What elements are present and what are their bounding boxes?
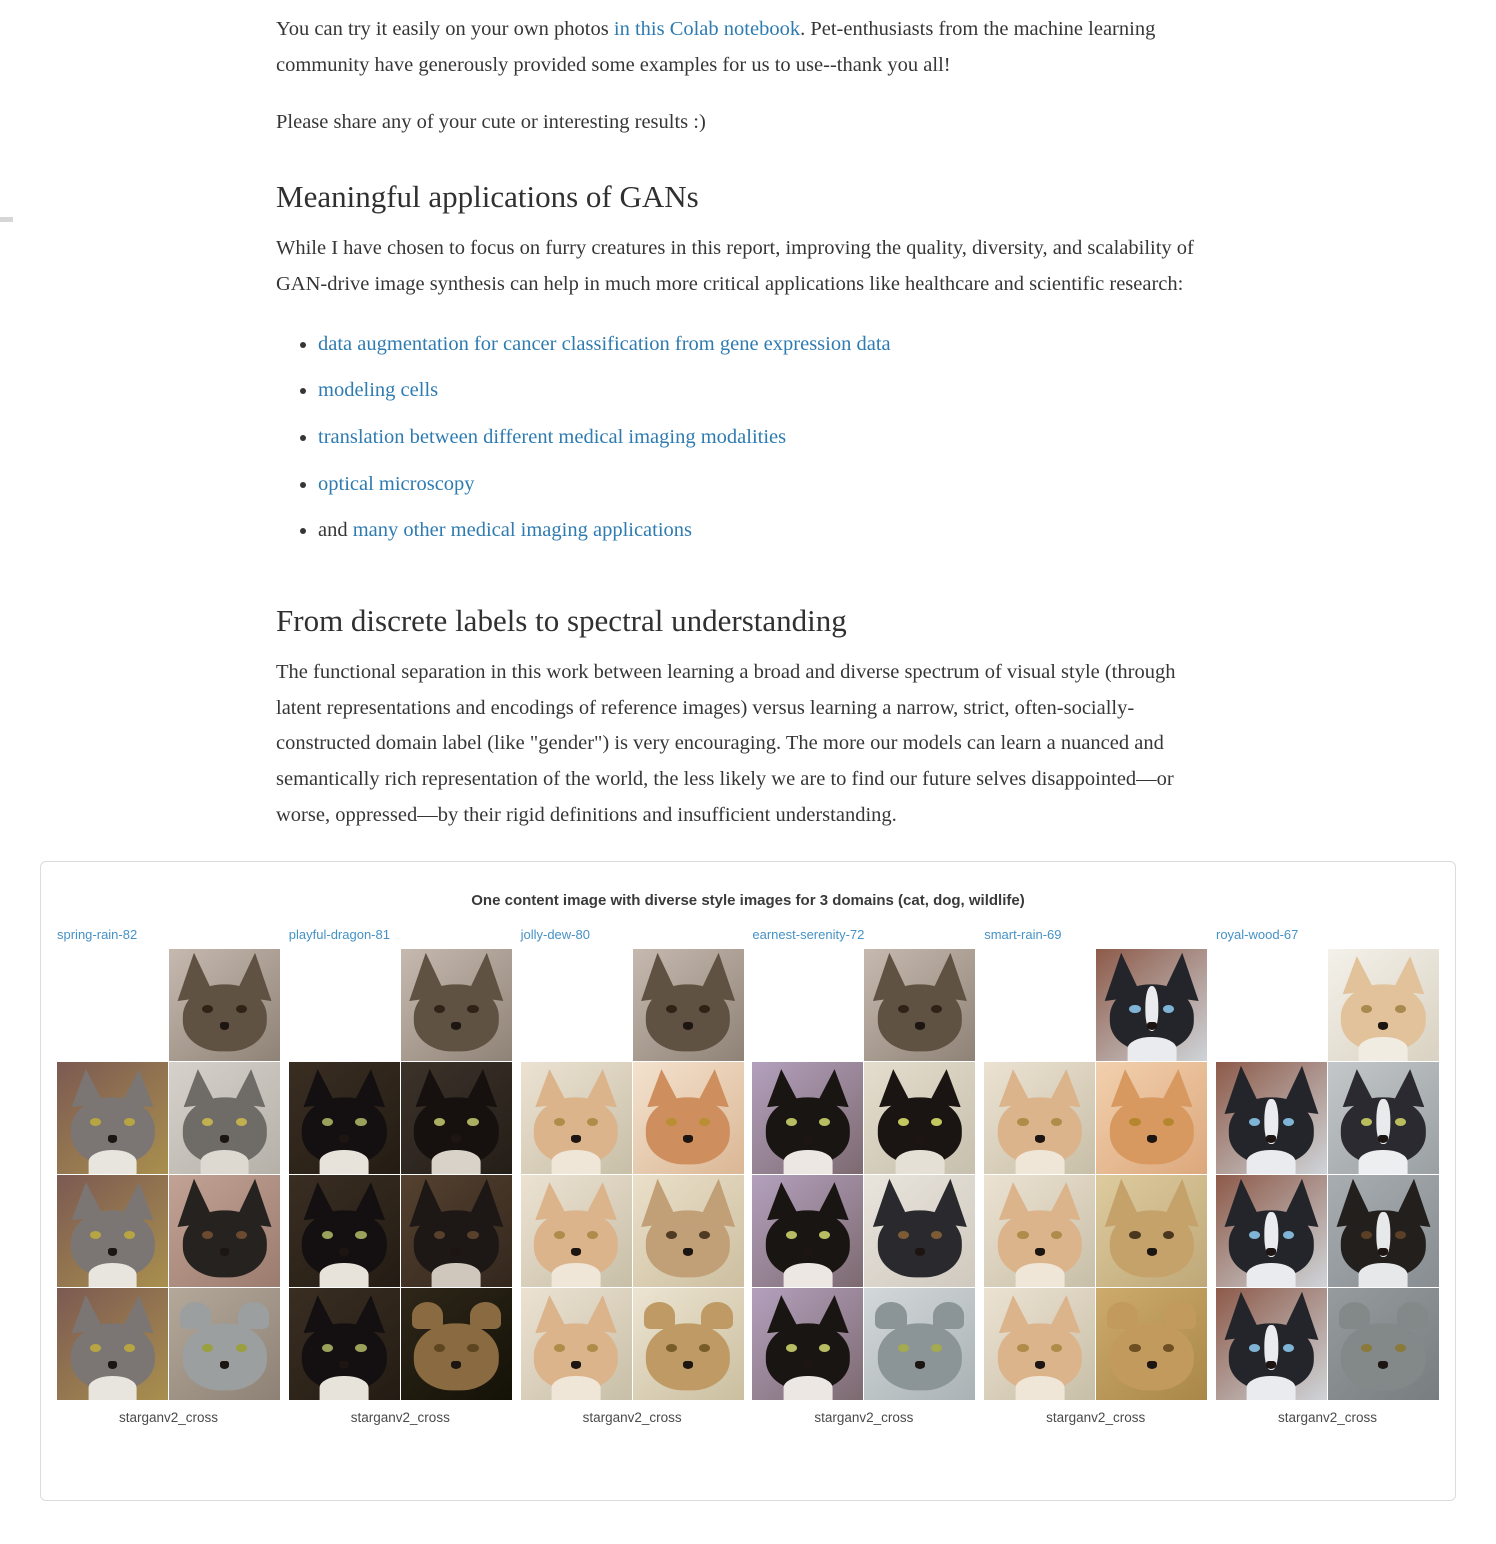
style-gray-cat-image[interactable]: [57, 1062, 168, 1174]
style-gray-cat-image[interactable]: [57, 1288, 168, 1400]
style-tuxedo-cat-image[interactable]: [289, 1288, 400, 1400]
image-grid: [521, 949, 744, 1400]
grid-caption: starganv2_cross: [350, 1410, 450, 1426]
image-grid: [57, 949, 280, 1400]
content-brown-chihuahua-image[interactable]: [169, 949, 280, 1061]
applications-list-item: [318, 373, 1222, 409]
empty-cell: [521, 949, 632, 1061]
run-name-link[interactable]: royal-wood-67: [1215, 927, 1299, 943]
result-orange-cat-image[interactable]: [633, 1062, 744, 1174]
style-husky-dog-image[interactable]: [1216, 1175, 1327, 1287]
style-cream-cat-image[interactable]: [984, 1288, 1095, 1400]
media-grids-row: [57, 927, 1439, 1425]
list-item-link[interactable]: many other medical imaging applications: [352, 519, 693, 542]
media-grid-smart-rain-69: [984, 927, 1207, 1425]
result-lion-image[interactable]: [401, 1288, 512, 1400]
media-grid-earnest-serenity-72: [752, 927, 975, 1425]
style-tuxedo-cat-image[interactable]: [289, 1062, 400, 1174]
media-grid-jolly-dew-80: [521, 927, 744, 1425]
run-name-link[interactable]: smart-rain-69: [984, 927, 1062, 943]
result-snow-leopard-image[interactable]: [169, 1288, 280, 1400]
list-item-link[interactable]: modeling cells: [318, 379, 439, 402]
applications-list-item: [318, 420, 1222, 456]
result-tan-dog-image[interactable]: [633, 1175, 744, 1287]
result-black-dog-image[interactable]: [169, 1175, 280, 1287]
media-panel-title: One content image with diverse style images for 3 domains (cat, dog, wildlife): [471, 892, 1025, 910]
style-black-cat-lattice-image[interactable]: [752, 1062, 863, 1174]
style-black-cat-lattice-image[interactable]: [752, 1288, 863, 1400]
image-grid: [984, 949, 1207, 1400]
result-black-white-cat-image[interactable]: [1328, 1062, 1439, 1174]
run-name-link[interactable]: playful-dragon-81: [288, 927, 390, 943]
result-black-dog-image[interactable]: [864, 1175, 975, 1287]
grid-caption: starganv2_cross: [118, 1410, 219, 1426]
media-grid-playful-dragon-81: [289, 927, 512, 1425]
result-black-cat-image[interactable]: [401, 1062, 512, 1174]
applications-list-item: [318, 467, 1222, 503]
result-gray-wolf-image[interactable]: [1328, 1288, 1439, 1400]
grid-caption: starganv2_cross: [582, 1410, 682, 1426]
content-husky-dog-image[interactable]: [1096, 949, 1207, 1061]
style-tuxedo-cat-image[interactable]: [289, 1175, 400, 1287]
content-brown-chihuahua-image[interactable]: [633, 949, 744, 1061]
list-item-link[interactable]: optical microscopy: [318, 472, 475, 495]
paragraph-intro: [276, 12, 1222, 83]
applications-list-item: [318, 327, 1222, 363]
result-tan-shepherd-dog-image[interactable]: [1096, 1175, 1207, 1287]
result-snow-leopard-image[interactable]: [864, 1288, 975, 1400]
applications-list: [276, 327, 1222, 549]
style-husky-dog-image[interactable]: [1216, 1062, 1327, 1174]
intro-text-pre: You can try it easily on your own photos: [276, 18, 614, 40]
style-black-cat-lattice-image[interactable]: [752, 1175, 863, 1287]
list-item-prefix-text: and: [318, 519, 353, 542]
grid-caption: starganv2_cross: [814, 1410, 914, 1426]
result-lioness-image[interactable]: [633, 1288, 744, 1400]
style-cream-cat-image[interactable]: [521, 1175, 632, 1287]
empty-cell: [984, 949, 1095, 1061]
empty-cell: [289, 949, 400, 1061]
empty-cell: [752, 949, 863, 1061]
media-panel: [40, 861, 1456, 1501]
content-brown-chihuahua-image[interactable]: [864, 949, 975, 1061]
style-cream-cat-image[interactable]: [984, 1175, 1095, 1287]
style-husky-dog-image[interactable]: [1216, 1288, 1327, 1400]
result-gray-cat-image[interactable]: [169, 1062, 280, 1174]
empty-cell: [57, 949, 168, 1061]
intro-text-post: . Pet-enthusiasts from the machine learning community have generously provided some examples for us to use--thank you all!: [276, 18, 1156, 76]
colab-notebook-link[interactable]: in this Colab notebook: [613, 18, 801, 40]
run-name-link[interactable]: earnest-serenity-72: [752, 927, 865, 943]
paragraph-share-results: Please share any of your cute or interesting results :): [276, 111, 706, 134]
image-grid: [289, 949, 512, 1400]
result-orange-kitten-image[interactable]: [1096, 1062, 1207, 1174]
image-grid: [1216, 949, 1439, 1400]
result-black-corgi-dog-image[interactable]: [401, 1175, 512, 1287]
report-article: [276, 0, 1222, 833]
content-brown-chihuahua-image[interactable]: [401, 949, 512, 1061]
style-cream-cat-image[interactable]: [521, 1288, 632, 1400]
grid-caption: starganv2_cross: [1277, 1410, 1378, 1426]
grid-caption: starganv2_cross: [1046, 1410, 1146, 1426]
left-edge-tick: [0, 217, 13, 222]
list-item-link[interactable]: translation between different medical imaging modalities: [318, 425, 787, 448]
content-cream-cat-image[interactable]: [1328, 949, 1439, 1061]
style-cream-cat-image[interactable]: [984, 1062, 1095, 1174]
media-grid-spring-rain-82: [57, 927, 280, 1425]
result-lion-cub-image[interactable]: [1096, 1288, 1207, 1400]
applications-list-item: [318, 513, 1222, 549]
run-name-link[interactable]: spring-rain-82: [57, 927, 138, 943]
heading-meaningful-applications: Meaningful applications of GANs: [276, 178, 699, 214]
heading-spectral-understanding: From discrete labels to spectral understanding: [276, 602, 847, 638]
result-black-cat-image[interactable]: [864, 1062, 975, 1174]
run-name-link[interactable]: jolly-dew-80: [520, 927, 590, 943]
list-item-link[interactable]: data augmentation for cancer classification from gene expression data: [318, 332, 891, 355]
result-border-collie-dog-image[interactable]: [1328, 1175, 1439, 1287]
paragraph-applications-intro: While I have chosen to focus on furry creatures in this report, improving the quality, diversity, and scalability of GAN-drive image synthesis can help in much more critical applications like healthcare and scientific research:: [276, 237, 1194, 295]
paragraph-spectral-body: The functional separation in this work between learning a broad and diverse spectrum of visual style (through latent representations and encodings of reference images) versus learning a narrow, strict, often-socially-constructed domain label (like "gender") is very encouraging. The more our models can learn a nuanced and semantically rich representation of the world, the less likely we are to find our future selves disappointed—or worse, oppressed—by their rigid definitions and insufficient understanding.: [276, 661, 1176, 826]
style-cream-cat-image[interactable]: [521, 1062, 632, 1174]
image-grid: [752, 949, 975, 1400]
media-grid-royal-wood-67: [1216, 927, 1439, 1425]
empty-cell: [1216, 949, 1327, 1061]
style-gray-cat-image[interactable]: [57, 1175, 168, 1287]
